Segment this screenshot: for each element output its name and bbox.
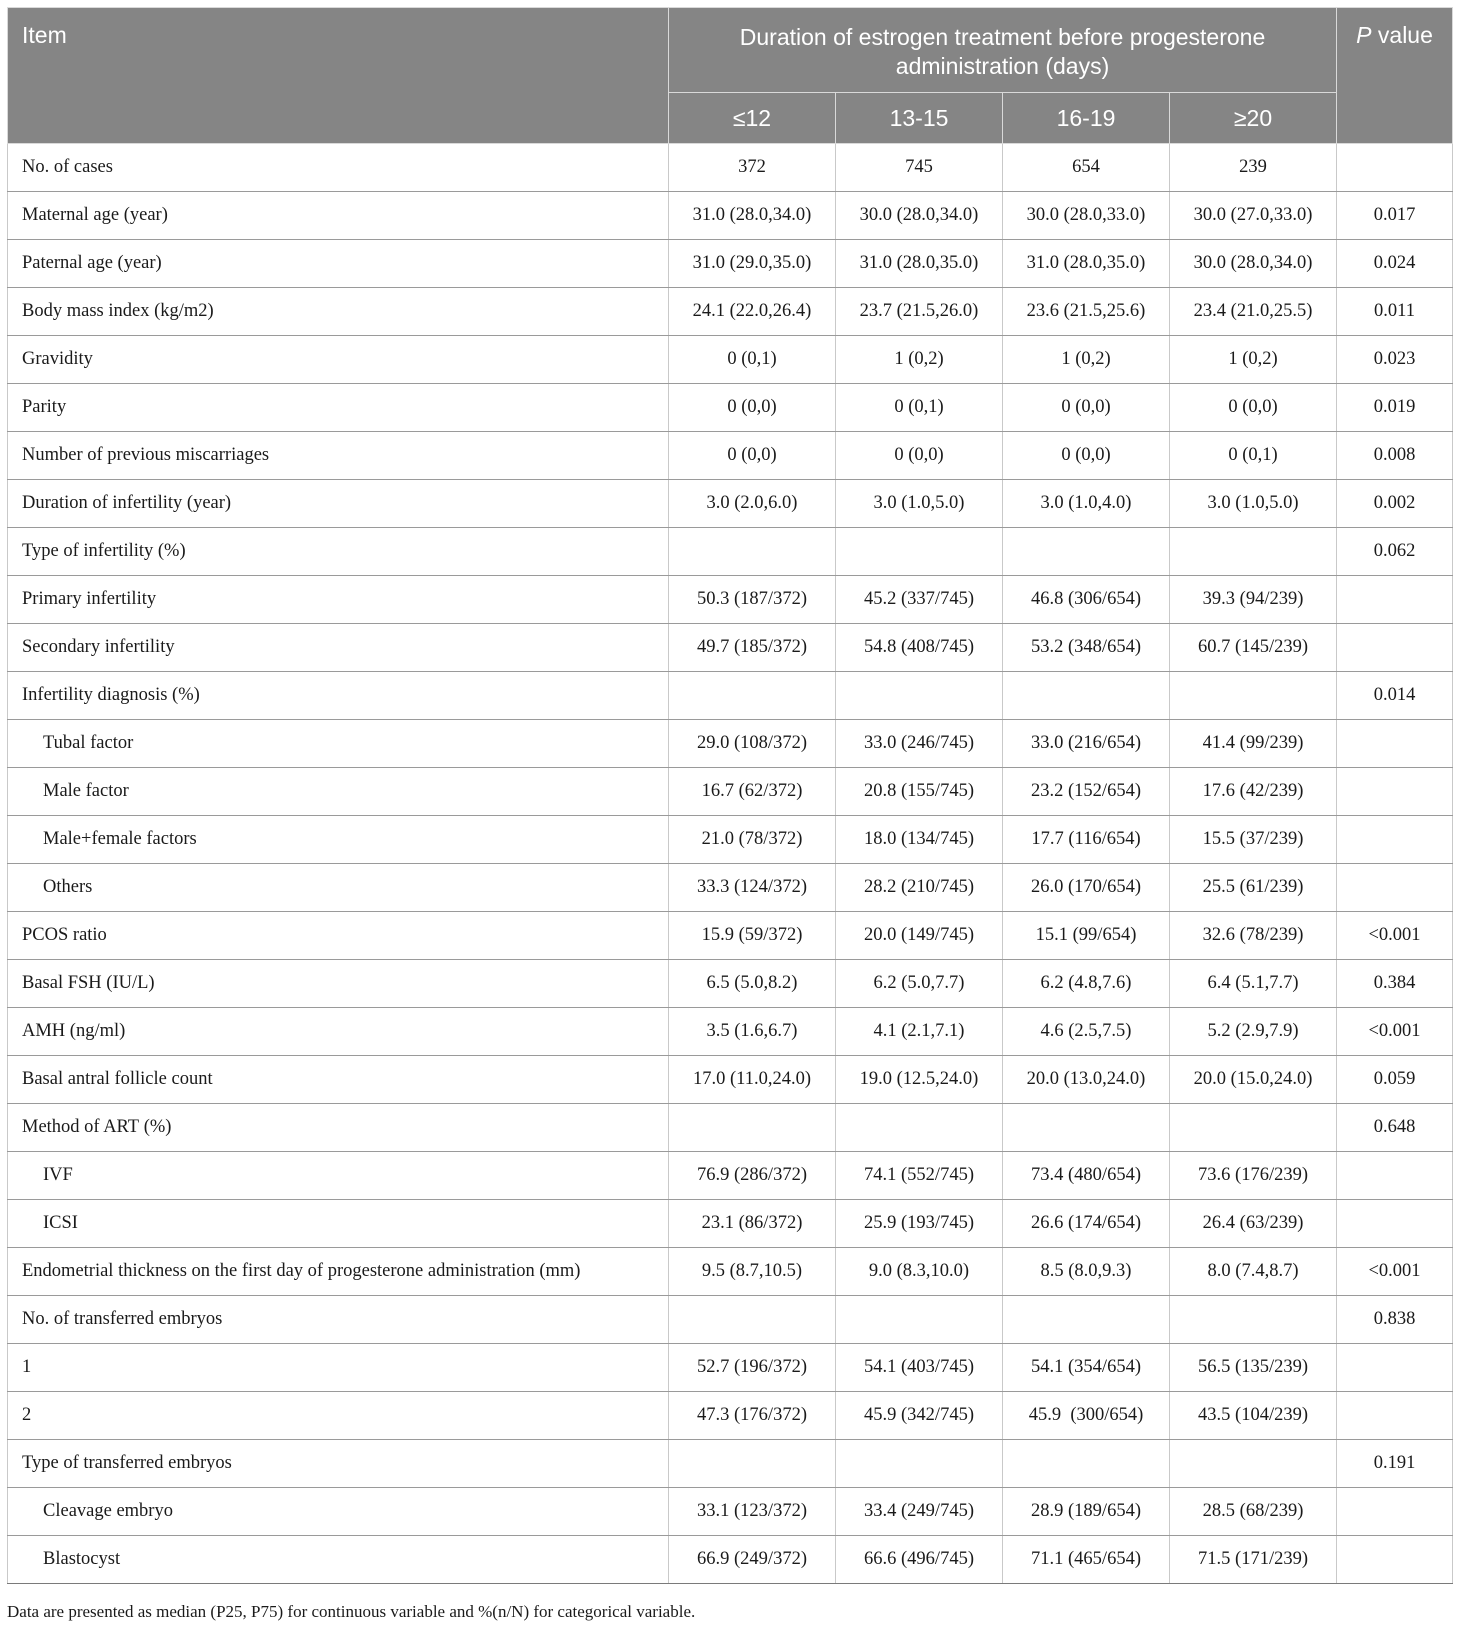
cell-group-4: 60.7 (145/239) [1170, 624, 1337, 672]
row-label: Infertility diagnosis (%) [8, 672, 669, 720]
table-row [8, 336, 1453, 384]
cell-group-2 [836, 1296, 1003, 1344]
cell-group-2 [836, 672, 1003, 720]
cell-group-3: 33.0 (216/654) [1003, 720, 1170, 768]
cell-group-4: 41.4 (99/239) [1170, 720, 1337, 768]
cell-group-4: 15.5 (37/239) [1170, 816, 1337, 864]
table-row [8, 720, 1453, 768]
cell-group-1: 52.7 (196/372) [669, 1344, 836, 1392]
table-row [8, 480, 1453, 528]
cell-group-2: 6.2 (5.0,7.7) [836, 960, 1003, 1008]
cell-group-1 [669, 1296, 836, 1344]
cell-group-3: 54.1 (354/654) [1003, 1344, 1170, 1392]
cell-group-1: 0 (0,1) [669, 336, 836, 384]
cell-group-3: 31.0 (28.0,35.0) [1003, 240, 1170, 288]
header-duration: Duration of estrogen treatment before progesterone administration (days) [669, 8, 1337, 93]
cell-group-1: 31.0 (28.0,34.0) [669, 192, 836, 240]
cell-group-2: 4.1 (2.1,7.1) [836, 1008, 1003, 1056]
cell-p-value: 0.024 [1337, 240, 1453, 288]
cell-p-value [1337, 1200, 1453, 1248]
cell-group-4 [1170, 1296, 1337, 1344]
cell-group-4 [1170, 528, 1337, 576]
row-label: 2 [8, 1392, 669, 1440]
cell-group-3: 3.0 (1.0,4.0) [1003, 480, 1170, 528]
cell-group-2: 28.2 (210/745) [836, 864, 1003, 912]
cell-group-2: 33.4 (249/745) [836, 1488, 1003, 1536]
cell-group-1 [669, 672, 836, 720]
cell-group-4: 1 (0,2) [1170, 336, 1337, 384]
row-label: Paternal age (year) [8, 240, 669, 288]
cell-group-4 [1170, 1440, 1337, 1488]
table-row [8, 1008, 1453, 1056]
cell-group-2: 30.0 (28.0,34.0) [836, 192, 1003, 240]
cell-group-2: 54.1 (403/745) [836, 1344, 1003, 1392]
cell-group-4 [1170, 1104, 1337, 1152]
cell-p-value [1337, 864, 1453, 912]
cell-group-1: 29.0 (108/372) [669, 720, 836, 768]
cell-p-value: 0.062 [1337, 528, 1453, 576]
table-row [8, 288, 1453, 336]
cell-group-2: 33.0 (246/745) [836, 720, 1003, 768]
table-row [8, 1440, 1453, 1488]
row-label: AMH (ng/ml) [8, 1008, 669, 1056]
cell-group-2: 9.0 (8.3,10.0) [836, 1248, 1003, 1296]
cell-p-value [1337, 1488, 1453, 1536]
row-label: Tubal factor [8, 720, 669, 768]
cell-group-3 [1003, 528, 1170, 576]
cell-group-3: 15.1 (99/654) [1003, 912, 1170, 960]
cell-group-2: 66.6 (496/745) [836, 1536, 1003, 1584]
cell-group-1: 47.3 (176/372) [669, 1392, 836, 1440]
cell-group-4: 0 (0,0) [1170, 384, 1337, 432]
table-row [8, 912, 1453, 960]
cell-group-4: 32.6 (78/239) [1170, 912, 1337, 960]
header-item: Item [8, 8, 669, 144]
cell-group-2: 45.9 (342/745) [836, 1392, 1003, 1440]
cell-group-1: 24.1 (22.0,26.4) [669, 288, 836, 336]
cell-p-value [1337, 720, 1453, 768]
table-row [8, 1056, 1453, 1104]
table-row [8, 1296, 1453, 1344]
cell-p-value [1337, 1344, 1453, 1392]
row-label: Endometrial thickness on the first day of progesterone administration (mm) [8, 1248, 669, 1296]
cell-p-value [1337, 768, 1453, 816]
cell-group-2: 20.8 (155/745) [836, 768, 1003, 816]
cell-group-4: 30.0 (28.0,34.0) [1170, 240, 1337, 288]
cell-group-2: 3.0 (1.0,5.0) [836, 480, 1003, 528]
cell-p-value [1337, 624, 1453, 672]
cell-group-1: 3.5 (1.6,6.7) [669, 1008, 836, 1056]
cell-group-3: 17.7 (116/654) [1003, 816, 1170, 864]
cell-group-1: 16.7 (62/372) [669, 768, 836, 816]
cell-p-value [1337, 1392, 1453, 1440]
cell-group-4: 26.4 (63/239) [1170, 1200, 1337, 1248]
row-label: No. of transferred embryos [8, 1296, 669, 1344]
row-label: Gravidity [8, 336, 669, 384]
cell-p-value [1337, 576, 1453, 624]
cell-group-2: 23.7 (21.5,26.0) [836, 288, 1003, 336]
cell-group-2: 31.0 (28.0,35.0) [836, 240, 1003, 288]
cell-p-value: 0.014 [1337, 672, 1453, 720]
cell-p-value: 0.191 [1337, 1440, 1453, 1488]
cell-p-value [1337, 144, 1453, 192]
cell-group-1: 33.3 (124/372) [669, 864, 836, 912]
cell-group-4: 17.6 (42/239) [1170, 768, 1337, 816]
header-group-4: ≥20 [1170, 93, 1337, 144]
cell-group-4: 28.5 (68/239) [1170, 1488, 1337, 1536]
header-p-word: value [1371, 22, 1433, 48]
cell-group-3: 6.2 (4.8,7.6) [1003, 960, 1170, 1008]
row-label: Cleavage embryo [8, 1488, 669, 1536]
cell-group-2: 0 (0,0) [836, 432, 1003, 480]
cell-group-2: 19.0 (12.5,24.0) [836, 1056, 1003, 1104]
cell-p-value: 0.023 [1337, 336, 1453, 384]
table-row [8, 960, 1453, 1008]
row-label: 1 [8, 1344, 669, 1392]
cell-group-3: 20.0 (13.0,24.0) [1003, 1056, 1170, 1104]
cell-group-4: 30.0 (27.0,33.0) [1170, 192, 1337, 240]
cell-group-1 [669, 528, 836, 576]
cell-group-2 [836, 528, 1003, 576]
row-label: Male factor [8, 768, 669, 816]
row-label: Others [8, 864, 669, 912]
row-label: Basal antral follicle count [8, 1056, 669, 1104]
cell-group-3: 23.2 (152/654) [1003, 768, 1170, 816]
cell-group-2: 54.8 (408/745) [836, 624, 1003, 672]
table-row [8, 1344, 1453, 1392]
cell-group-1: 0 (0,0) [669, 384, 836, 432]
cell-group-4: 43.5 (104/239) [1170, 1392, 1337, 1440]
cell-group-2: 0 (0,1) [836, 384, 1003, 432]
cell-group-2 [836, 1440, 1003, 1488]
cell-group-3: 28.9 (189/654) [1003, 1488, 1170, 1536]
cell-p-value [1337, 1152, 1453, 1200]
table-row [8, 1248, 1453, 1296]
cell-group-2: 745 [836, 144, 1003, 192]
cell-group-3: 46.8 (306/654) [1003, 576, 1170, 624]
cell-group-3: 45.9 (300/654) [1003, 1392, 1170, 1440]
cell-group-3: 23.6 (21.5,25.6) [1003, 288, 1170, 336]
cell-p-value: 0.059 [1337, 1056, 1453, 1104]
cell-group-1: 9.5 (8.7,10.5) [669, 1248, 836, 1296]
header-group-1: ≤12 [669, 93, 836, 144]
cell-group-3: 8.5 (8.0,9.3) [1003, 1248, 1170, 1296]
row-label: Body mass index (kg/m2) [8, 288, 669, 336]
cell-group-1: 0 (0,0) [669, 432, 836, 480]
cell-p-value: 0.019 [1337, 384, 1453, 432]
table-body [8, 144, 1453, 1584]
table-row [8, 1536, 1453, 1584]
cell-p-value: 0.002 [1337, 480, 1453, 528]
cell-group-4: 0 (0,1) [1170, 432, 1337, 480]
cell-p-value: 0.008 [1337, 432, 1453, 480]
header-p-letter: P [1356, 22, 1372, 48]
row-label: Duration of infertility (year) [8, 480, 669, 528]
cell-group-1: 17.0 (11.0,24.0) [669, 1056, 836, 1104]
table-row [8, 816, 1453, 864]
table-row [8, 1488, 1453, 1536]
cell-p-value: 0.017 [1337, 192, 1453, 240]
cell-p-value: <0.001 [1337, 1008, 1453, 1056]
cell-group-2: 74.1 (552/745) [836, 1152, 1003, 1200]
data-table-container [7, 7, 1452, 1584]
cell-group-4: 5.2 (2.9,7.9) [1170, 1008, 1337, 1056]
table-row [8, 1392, 1453, 1440]
cell-group-4: 39.3 (94/239) [1170, 576, 1337, 624]
cell-p-value: 0.648 [1337, 1104, 1453, 1152]
row-label: Number of previous miscarriages [8, 432, 669, 480]
row-label: Primary infertility [8, 576, 669, 624]
cell-group-4: 56.5 (135/239) [1170, 1344, 1337, 1392]
cell-group-3: 26.6 (174/654) [1003, 1200, 1170, 1248]
header-p-value [1337, 8, 1453, 144]
cell-group-3: 26.0 (170/654) [1003, 864, 1170, 912]
row-label: Basal FSH (IU/L) [8, 960, 669, 1008]
cell-group-3: 30.0 (28.0,33.0) [1003, 192, 1170, 240]
cell-group-2: 20.0 (149/745) [836, 912, 1003, 960]
cell-p-value: 0.011 [1337, 288, 1453, 336]
cell-group-1: 66.9 (249/372) [669, 1536, 836, 1584]
table-row [8, 768, 1453, 816]
table-row [8, 432, 1453, 480]
cell-group-3 [1003, 1296, 1170, 1344]
table-header [8, 8, 1453, 144]
cell-group-1: 23.1 (86/372) [669, 1200, 836, 1248]
row-label: Blastocyst [8, 1536, 669, 1584]
table-row [8, 1152, 1453, 1200]
cell-group-2: 45.2 (337/745) [836, 576, 1003, 624]
cell-group-3 [1003, 1104, 1170, 1152]
cell-group-2 [836, 1104, 1003, 1152]
cell-group-4: 20.0 (15.0,24.0) [1170, 1056, 1337, 1104]
cell-group-3: 73.4 (480/654) [1003, 1152, 1170, 1200]
cell-group-4: 25.5 (61/239) [1170, 864, 1337, 912]
cell-group-3: 654 [1003, 144, 1170, 192]
cell-group-4: 3.0 (1.0,5.0) [1170, 480, 1337, 528]
cell-p-value [1337, 816, 1453, 864]
cell-group-3 [1003, 1440, 1170, 1488]
row-label: Secondary infertility [8, 624, 669, 672]
row-label: ICSI [8, 1200, 669, 1248]
cell-group-1: 6.5 (5.0,8.2) [669, 960, 836, 1008]
table-row [8, 1200, 1453, 1248]
row-label: Parity [8, 384, 669, 432]
baseline-characteristics-table [7, 7, 1453, 1584]
cell-group-1: 372 [669, 144, 836, 192]
cell-group-1: 76.9 (286/372) [669, 1152, 836, 1200]
cell-p-value [1337, 1536, 1453, 1584]
cell-group-4: 71.5 (171/239) [1170, 1536, 1337, 1584]
row-label: Maternal age (year) [8, 192, 669, 240]
cell-group-4: 73.6 (176/239) [1170, 1152, 1337, 1200]
cell-p-value: <0.001 [1337, 912, 1453, 960]
cell-group-4: 6.4 (5.1,7.7) [1170, 960, 1337, 1008]
row-label: PCOS ratio [8, 912, 669, 960]
table-row [8, 672, 1453, 720]
table-row [8, 192, 1453, 240]
cell-group-4: 239 [1170, 144, 1337, 192]
row-label: Method of ART (%) [8, 1104, 669, 1152]
cell-group-1 [669, 1440, 836, 1488]
row-label: IVF [8, 1152, 669, 1200]
cell-group-1: 21.0 (78/372) [669, 816, 836, 864]
cell-group-3: 4.6 (2.5,7.5) [1003, 1008, 1170, 1056]
row-label: Type of transferred embryos [8, 1440, 669, 1488]
cell-group-3: 1 (0,2) [1003, 336, 1170, 384]
cell-group-1: 50.3 (187/372) [669, 576, 836, 624]
cell-group-1: 31.0 (29.0,35.0) [669, 240, 836, 288]
cell-group-3: 0 (0,0) [1003, 384, 1170, 432]
table-row [8, 864, 1453, 912]
cell-group-3 [1003, 672, 1170, 720]
cell-group-4 [1170, 672, 1337, 720]
cell-group-2: 25.9 (193/745) [836, 1200, 1003, 1248]
cell-p-value: 0.384 [1337, 960, 1453, 1008]
cell-group-1 [669, 1104, 836, 1152]
cell-group-4: 23.4 (21.0,25.5) [1170, 288, 1337, 336]
table-row [8, 528, 1453, 576]
cell-group-3: 53.2 (348/654) [1003, 624, 1170, 672]
cell-group-1: 33.1 (123/372) [669, 1488, 836, 1536]
row-label: Male+female factors [8, 816, 669, 864]
table-row [8, 240, 1453, 288]
table-row [8, 144, 1453, 192]
cell-group-2: 18.0 (134/745) [836, 816, 1003, 864]
cell-group-1: 15.9 (59/372) [669, 912, 836, 960]
header-group-3: 16-19 [1003, 93, 1170, 144]
row-label: No. of cases [8, 144, 669, 192]
cell-group-1: 3.0 (2.0,6.0) [669, 480, 836, 528]
table-row [8, 576, 1453, 624]
table-row [8, 624, 1453, 672]
table-footnote: Data are presented as median (P25, P75) for continuous variable and %(n/N) for categorical variable. [7, 1602, 696, 1621]
cell-group-4: 8.0 (7.4,8.7) [1170, 1248, 1337, 1296]
cell-group-2: 1 (0,2) [836, 336, 1003, 384]
table-row [8, 384, 1453, 432]
cell-group-3: 0 (0,0) [1003, 432, 1170, 480]
cell-group-3: 71.1 (465/654) [1003, 1536, 1170, 1584]
table-row [8, 1104, 1453, 1152]
row-label: Type of infertility (%) [8, 528, 669, 576]
cell-group-1: 49.7 (185/372) [669, 624, 836, 672]
cell-p-value: <0.001 [1337, 1248, 1453, 1296]
header-group-2: 13-15 [836, 93, 1003, 144]
cell-p-value: 0.838 [1337, 1296, 1453, 1344]
